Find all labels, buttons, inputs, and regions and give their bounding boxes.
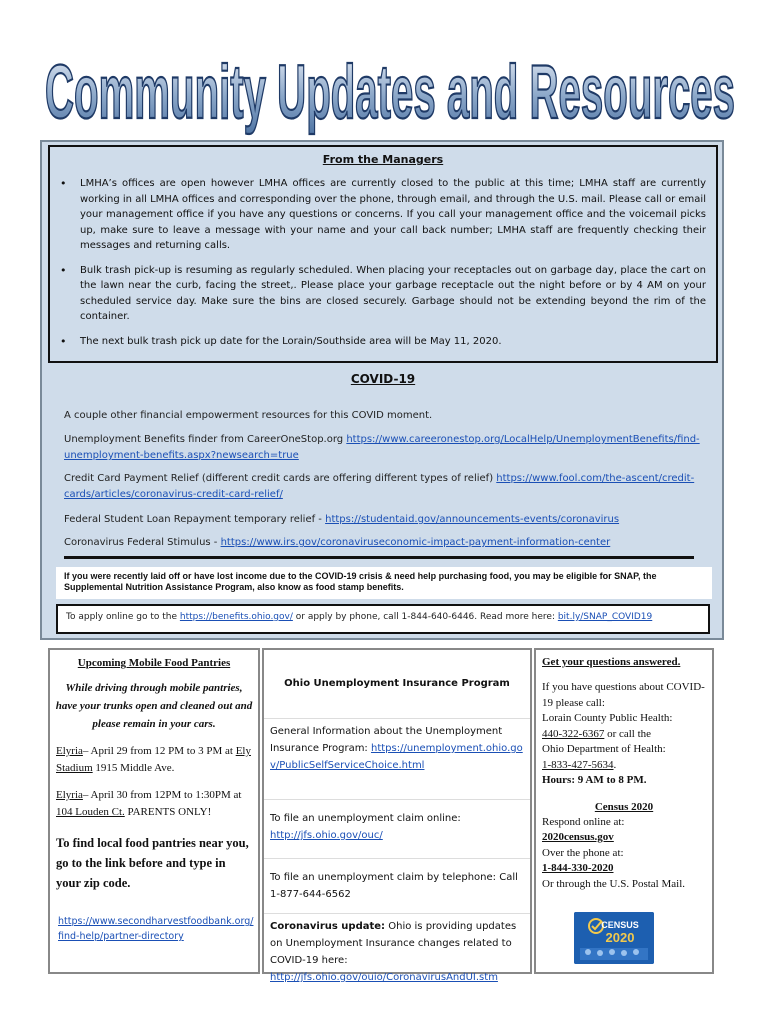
questions-info xyxy=(542,680,706,789)
census-info xyxy=(542,815,706,893)
title-wordart xyxy=(40,40,740,136)
odh-label: Ohio Department of Health: xyxy=(542,743,666,755)
pantries-instructions: While driving through mobile pantries, have your trunks open and cleaned out and please remain in your cars. xyxy=(55,682,253,730)
managers-bullet-2: • Bulk trash pick-up is resuming as regularly scheduled. When placing your receptacles out on garbage day, place the cart on the lawn near the curb, facing the street,. Please place your garbage receptacle out the night before or by 4 AM on your scheduled service day. Make sure the bins are closed securely. Garbage should not be extending beyond the rim of the container. xyxy=(80,263,706,325)
ohio-online-link[interactable]: http://jfs.ohio.gov/ouc/ xyxy=(270,830,383,841)
pantries-title: Upcoming Mobile Food Pantries xyxy=(77,657,231,669)
ohio-online-text: To file an unemployment claim online: xyxy=(270,813,461,824)
ohio-coronavirus-update xyxy=(264,913,530,990)
questions-title: Get your questions answered. xyxy=(542,656,681,668)
apply-mid: or apply by phone, call 1-844-640-6446. Read more here: xyxy=(292,612,558,622)
apply-pre: To apply online go to the xyxy=(66,612,180,622)
ohio-phone-claim: To file an unemployment claim by telephone: Call 1-877-644-6562 xyxy=(264,858,530,913)
covid-item-3-text: Federal Student Loan Repayment temporary relief - xyxy=(64,514,326,525)
census-mail: Or through the U.S. Postal Mail. xyxy=(542,877,685,890)
lcph-label: Lorain County Public Health: xyxy=(542,712,673,724)
find-pantries-text: To find local food pantries near you, go to the link before and type in your zip code. xyxy=(56,836,249,890)
managers-bullet-3: • The next bulk trash pick up date for the Lorain/Southside area will be May 11, 2020. xyxy=(80,334,706,350)
event-1-city: Elyria xyxy=(56,745,83,757)
covid-item-3 xyxy=(64,512,704,528)
hours-text: Hours: 9 AM to 8 PM. xyxy=(542,774,647,786)
ohio-update-label: Coronavirus update: xyxy=(270,921,386,932)
census-phone-label: Over the phone at: xyxy=(542,846,624,859)
fool-link[interactable]: https://www.fool.com/the-ascent/credit-cards/articles/coronavirus-credit-card-relief/ xyxy=(64,473,695,500)
ohio-update-text: Ohio is providing updates on Unemployment Insurance changes related to COVID-19 here: xyxy=(270,921,517,966)
census-logo-year: 2020 xyxy=(605,930,635,945)
managers-list xyxy=(50,176,716,349)
pantry-event-1 xyxy=(56,743,252,777)
covid-title: COVID-19 xyxy=(350,372,416,386)
event-2-place: 104 Louden Ct. xyxy=(56,806,125,818)
covid-item-4 xyxy=(64,535,704,551)
census-title: Census 2020 xyxy=(594,800,654,813)
or-call-text: or call the xyxy=(604,727,652,740)
snap-notice: If you were recently laid off or have lost income due to the COVID-19 crisis & need help purchasing food, you may be eligible for SNAP, the Supplemental Nutrition Assistance Program, also know as food stamp benefits. xyxy=(56,567,712,599)
irs-link[interactable]: https://www.irs.gov/coronaviruseconomic-impact-payment-information-center xyxy=(220,537,611,548)
lcph-line xyxy=(542,727,706,743)
census-logo-word: CENSUS xyxy=(601,920,639,930)
title-text: Community Updates and Resources xyxy=(45,50,736,135)
careeronestop-link[interactable]: https://www.careeronestop.org/LocalHelp/UnemploymentBenefits/find-unemployment-benefits.aspx?newsearch=true xyxy=(64,434,700,461)
snap-apply-box xyxy=(56,604,710,634)
census-logo-graphic xyxy=(574,912,654,964)
questions-intro: If you have questions about COVID-19 please call: xyxy=(542,681,705,709)
snap-covid-link[interactable]: bit.ly/SNAP_COVID19 xyxy=(557,612,653,622)
ohio-online-claim xyxy=(264,799,530,858)
event-1-text: – April 29 from 12 PM to 3 PM at xyxy=(82,745,236,757)
covid-intro: A couple other financial empowerment resources for this COVID moment. xyxy=(64,410,433,421)
secondharvest-link[interactable]: https://www.secondharvestfoodbank.org/find-help/partner-directory xyxy=(58,916,254,942)
odh-phone: 1-833-427-5634 xyxy=(542,758,614,771)
event-1-place: Ely Stadium xyxy=(56,745,251,774)
pantry-event-2 xyxy=(56,787,252,821)
ohio-unemployment-column xyxy=(262,648,532,983)
odh-line: 1-833-427-5634. xyxy=(542,758,617,771)
census-2020-logo xyxy=(574,912,654,964)
event-2-text: – April 30 from 12PM to 1:30PM at xyxy=(82,789,242,801)
covid-item-2 xyxy=(64,471,704,503)
lcph-phone: 440-322-6367 xyxy=(542,727,605,740)
page-title xyxy=(40,40,740,136)
census-phone: 1-844-330-2020 xyxy=(542,862,614,874)
benefits-ohio-link[interactable]: https://benefits.ohio.gov/ xyxy=(179,612,293,622)
census-online-label: Respond online at: xyxy=(542,815,625,828)
managers-title: From the Managers xyxy=(322,153,444,166)
food-pantries-column xyxy=(48,648,260,974)
ohio-general-link[interactable]: https://unemployment.ohio.gov/PublicSelfServiceChoice.html xyxy=(270,743,523,771)
covid-item-1 xyxy=(64,432,704,464)
event-1-address: 1915 Middle Ave. xyxy=(92,762,175,774)
covid-item-1-text: Unemployment Benefits finder from CareerOneStop.org xyxy=(64,434,347,445)
covid-item-2-text: Credit Card Payment Relief (different credit cards are offering different types of relief) xyxy=(64,473,497,484)
ohio-general-text: General Information about the Unemployment Insurance Program: xyxy=(270,726,503,754)
section-divider xyxy=(64,556,694,559)
studentaid-link[interactable]: https://studentaid.gov/announcements-events/coronavirus xyxy=(325,514,620,525)
questions-column xyxy=(534,648,714,974)
covid-item-4-text: Coronavirus Federal Stimulus - xyxy=(64,537,221,548)
event-2-note: PARENTS ONLY! xyxy=(124,806,212,818)
ohio-update-link[interactable]: http://jfs.ohio.gov/ouio/CoronavirusAndUI.stm xyxy=(270,972,498,983)
event-2-city: Elyria xyxy=(56,789,83,801)
ohio-title: Ohio Unemployment Insurance Program xyxy=(284,678,510,689)
ohio-general-info xyxy=(264,718,530,799)
managers-section xyxy=(48,145,718,363)
census-site: 2020census.gov xyxy=(542,831,614,843)
managers-bullet-1: • LMHA’s offices are open however LMHA offices are currently closed to the public at this time; LMHA staff are currently working in all LMHA offices and corresponding over the phone, through email, and through the U.S. mail. Please call or email your management office if you have any questions or concerns. If you call your management office and the voicemail picks up, make sure to leave a message with your name and your call back number; LMHA staff are frequently checking their messages and returning calls. xyxy=(80,176,706,254)
